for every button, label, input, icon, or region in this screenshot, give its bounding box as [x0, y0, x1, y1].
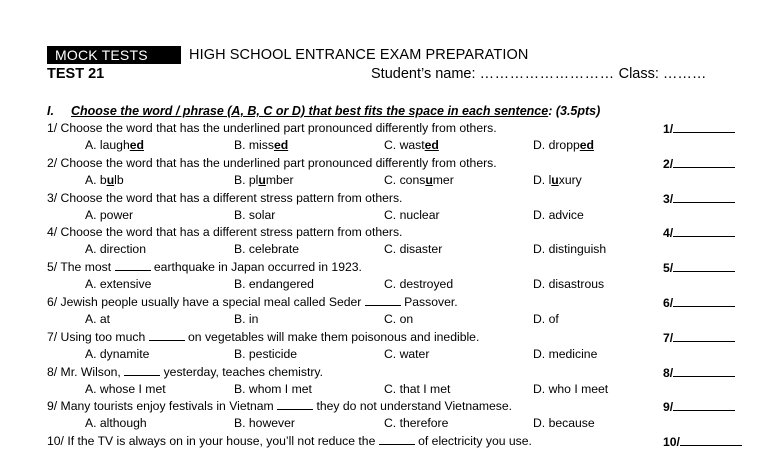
- option-text-end: mer: [432, 172, 454, 187]
- question-text: 1/ Choose the word that has the underlined part pronounced differently from others.: [47, 121, 497, 135]
- question-text-end: yesterday, teaches chemistry.: [160, 364, 323, 379]
- section-number: I.: [47, 104, 54, 118]
- answer-line: [680, 434, 742, 446]
- answer-number: 10/: [663, 435, 680, 449]
- answer-blank: [365, 295, 401, 306]
- answer-line: [673, 156, 735, 168]
- option-d: [533, 277, 604, 291]
- option-b: [234, 173, 294, 187]
- question-text: [47, 330, 479, 344]
- answer-line: [673, 225, 735, 237]
- option-text: C. cons: [384, 172, 426, 187]
- option-text: D. advice: [533, 207, 584, 222]
- class-label: Class: ………: [614, 66, 707, 82]
- answer-line: [673, 121, 735, 133]
- option-a: [85, 416, 147, 430]
- answer-number: 9/: [663, 400, 674, 415]
- option-c: [384, 382, 450, 396]
- section-instruction: Choose the word / phrase (A, B, C or D) that best fits the space in each sentence: [71, 104, 549, 118]
- answer-blank: [379, 434, 415, 445]
- option-b: [234, 277, 314, 291]
- answer-slot: [663, 295, 735, 310]
- option-d: [533, 382, 608, 396]
- option-b: [234, 416, 295, 430]
- answer-slot: [663, 121, 735, 136]
- option-c: [384, 277, 453, 291]
- answer-number: 4/: [663, 226, 674, 241]
- option-a: [85, 312, 110, 326]
- answer-slot: [663, 260, 735, 275]
- answer-slot: [663, 434, 742, 449]
- option-a: [85, 347, 149, 361]
- option-text: D. disastrous: [533, 277, 605, 292]
- question-text-start: 9/ Many tourists enjoy festivals in Vietnam: [47, 399, 278, 414]
- exam-title: HIGH SCHOOL ENTRANCE EXAM PREPARATION: [189, 47, 529, 63]
- answer-blank: [124, 365, 160, 376]
- option-text: C. nuclear: [384, 207, 440, 222]
- option-d: [533, 208, 584, 222]
- answer-number: 5/: [663, 261, 674, 276]
- option-b: [234, 208, 275, 222]
- question-text-end: of electricity you use.: [414, 434, 532, 449]
- option-c: [384, 416, 448, 430]
- option-text: D. l: [533, 172, 552, 187]
- test-number: TEST 21: [47, 66, 105, 82]
- option-text: C. wast: [384, 138, 425, 152]
- option-text: C. therefore: [384, 416, 449, 431]
- header-row: [47, 46, 528, 64]
- option-b: [234, 382, 312, 396]
- answer-line: [673, 260, 735, 272]
- option-text: C. on: [384, 312, 414, 326]
- option-text: A. although: [85, 416, 147, 431]
- question-text: [47, 399, 512, 413]
- question-text-end: Passover.: [400, 295, 458, 309]
- question-text-end: on vegetables will make them poisonous and inedible.: [184, 329, 480, 344]
- option-d: [533, 173, 582, 187]
- question-text-start: 8/ Mr. Wilson,: [47, 364, 125, 379]
- option-a: [85, 382, 166, 396]
- option-d: [533, 347, 597, 361]
- option-a: [85, 138, 144, 152]
- answer-slot: [663, 330, 735, 345]
- option-text-end: mber: [265, 172, 294, 187]
- question-text-start: 7/ Using too much: [47, 329, 149, 344]
- option-c: [384, 347, 429, 361]
- option-text: A. extensive: [85, 277, 152, 292]
- answer-blank: [277, 399, 313, 410]
- option-c: [384, 208, 440, 222]
- option-text: B. endangered: [234, 277, 314, 292]
- answer-line: [673, 330, 735, 342]
- option-c: [384, 242, 442, 256]
- question-text: 3/ Choose the word that has a different stress pattern from others.: [47, 190, 403, 205]
- underlined-part: ed: [273, 138, 289, 152]
- option-c: [384, 312, 413, 326]
- question-text: 2/ Choose the word that has the underlined part pronounced differently from others.: [47, 155, 497, 170]
- option-d: [533, 242, 606, 256]
- question-text: 4/ Choose the word that has a different stress pattern from others.: [47, 225, 403, 240]
- underlined-part: ed: [424, 138, 439, 152]
- question-text-end: earthquake in Japan occurred in 1923.: [150, 260, 362, 275]
- answer-number: 7/: [663, 330, 674, 345]
- option-b: [234, 312, 258, 326]
- option-text: D. because: [533, 416, 595, 431]
- option-d: [533, 312, 559, 326]
- option-text: A. b: [85, 172, 107, 187]
- question-text-end: they do not understand Vietnamese.: [313, 399, 513, 414]
- answer-line: [673, 399, 735, 411]
- option-text: D. of: [533, 312, 559, 326]
- answer-slot: [663, 156, 735, 171]
- option-text: A. dynamite: [85, 346, 150, 361]
- option-text: A. direction: [85, 242, 146, 257]
- student-info: [371, 66, 706, 82]
- option-c: [384, 173, 454, 187]
- answer-slot: [663, 365, 735, 380]
- section-points: : (3.5pts): [548, 104, 601, 118]
- option-text: B. however: [234, 416, 295, 431]
- answer-line: [673, 191, 735, 203]
- option-text: B. celebrate: [234, 242, 300, 257]
- option-text: C. destroyed: [384, 277, 454, 292]
- question-text: [47, 260, 362, 274]
- answer-number: 6/: [663, 296, 674, 310]
- answer-number: 1/: [663, 122, 674, 136]
- option-text-end: lb: [114, 172, 124, 187]
- student-name-label: Student’s name:: [371, 66, 480, 82]
- underlined-part: u: [106, 172, 115, 187]
- question-text: [47, 434, 532, 448]
- option-d: [533, 416, 595, 430]
- option-text: C. water: [384, 346, 430, 361]
- option-text: D. distinguish: [533, 242, 607, 257]
- underlined-part: ed: [579, 138, 594, 152]
- mock-tests-badge: MOCK TESTS: [47, 46, 181, 64]
- student-name-blank: ………………………: [479, 66, 615, 82]
- option-text: C. that I met: [384, 381, 451, 396]
- answer-slot: [663, 191, 735, 206]
- option-d: [533, 138, 594, 152]
- option-text: B. whom I met: [234, 381, 312, 396]
- option-text: A. at: [85, 312, 111, 326]
- answer-number: 2/: [663, 156, 674, 171]
- option-b: [234, 242, 299, 256]
- answer-line: [673, 365, 735, 377]
- question-text: [47, 295, 458, 309]
- option-text: B. solar: [234, 207, 276, 222]
- option-text-end: xury: [558, 172, 582, 187]
- option-c: [384, 138, 439, 152]
- question-text: [47, 365, 323, 379]
- option-a: [85, 242, 146, 256]
- option-text: A. laugh: [85, 138, 130, 152]
- option-text: B. pesticide: [234, 346, 298, 361]
- answer-number: 8/: [663, 365, 674, 380]
- option-b: [234, 138, 288, 152]
- question-text-start: 5/ The most: [47, 260, 115, 275]
- underlined-part: u: [258, 172, 266, 187]
- option-text: D. medicine: [533, 346, 598, 361]
- section-heading: [47, 104, 600, 118]
- option-a: [85, 277, 151, 291]
- option-text: B. pl: [234, 172, 259, 187]
- answer-number: 3/: [663, 191, 674, 206]
- answer-slot: [663, 399, 735, 414]
- answer-slot: [663, 225, 735, 240]
- answer-line: [673, 295, 735, 307]
- option-b: [234, 347, 297, 361]
- option-text: D. dropp: [533, 138, 580, 152]
- underlined-part: u: [551, 172, 559, 187]
- underlined-part: ed: [129, 138, 144, 152]
- option-text: A. whose I met: [85, 381, 166, 396]
- option-text: B. miss: [234, 138, 274, 152]
- answer-blank: [115, 260, 151, 271]
- option-text: D. who I meet: [533, 381, 609, 396]
- question-text-start: 6/ Jewish people usually have a special meal called Seder: [47, 295, 365, 309]
- question-text-start: 10/ If the TV is always on in your house, you’ll not reduce the: [47, 434, 379, 449]
- underlined-part: u: [425, 172, 433, 187]
- answer-blank: [149, 330, 185, 341]
- option-text: B. in: [234, 312, 259, 326]
- option-a: [85, 208, 133, 222]
- option-a: [85, 173, 124, 187]
- option-text: C. disaster: [384, 242, 443, 257]
- option-text: A. power: [85, 207, 134, 222]
